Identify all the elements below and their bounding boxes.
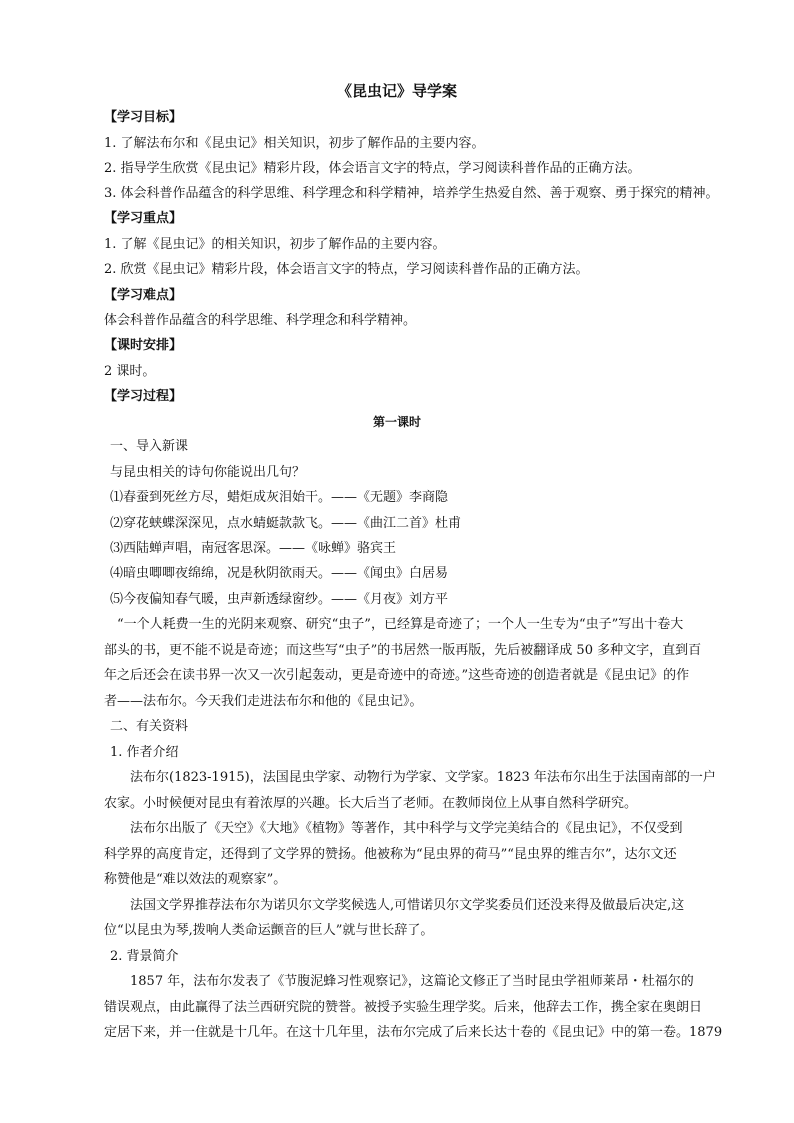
- text-line: 1. 作者介绍: [110, 745, 179, 760]
- text-line: 【学习过程】: [104, 389, 183, 404]
- page-title: 《昆虫记》导学案: [336, 82, 457, 100]
- text-line: 【课时安排】: [104, 338, 183, 353]
- text-line: 法布尔出版了《天空》《大地》《植物》等著作，其中科学与文学完美结合的《昆虫记》，不仅受到: [130, 821, 683, 836]
- text-line: 2. 欣赏《昆虫记》精彩片段，体会语言文字的特点，学习阅读科普作品的正确方法。: [104, 262, 589, 277]
- text-line: ⑷暗虫唧唧夜绵绵，况是秋阴欲雨天。——《闻虫》白居易: [110, 566, 449, 581]
- text-line: ⑵穿花蛱蝶深深见，点水蜻蜓款款飞。——《曲江二首》杜甫: [110, 516, 462, 531]
- text-line: 与昆虫相关的诗句你能说出几句？: [110, 465, 306, 480]
- text-line: 2. 背景简介: [110, 949, 179, 964]
- text-line: 2. 指导学生欣赏《昆虫记》精彩片段，体会语言文字的特点，学习阅读科普作品的正确方法。: [104, 161, 641, 176]
- text-line: ⑴春蚕到死丝方尽，蜡炬成灰泪始干。——《无题》李商隐: [110, 490, 449, 505]
- text-line: 位“以昆虫为琴,拨响人类命运颤音的巨人”就与世长辞了。: [104, 923, 434, 938]
- text-line: 定居下来，并一住就是十几年。在这十几年里，法布尔完成了后来长达十卷的《昆虫记》中的第一卷。1879: [104, 1025, 723, 1040]
- text-line: 【学习目标】: [104, 110, 183, 125]
- text-line: 3. 体会科普作品蕴含的科学思维、科学理念和科学精神，培养学生热爱自然、善于观察、勇于探究的精神。: [104, 186, 719, 201]
- text-line: 体会科普作品蕴含的科学思维、科学理念和科学精神。: [104, 313, 417, 328]
- text-line: 法国文学界推荐法布尔为诺贝尔文学奖候选人,可惜诺贝尔文学奖委员们还没来得及做最后决定,这: [130, 898, 685, 913]
- text-line: 法布尔(1823-1915)，法国昆虫学家、动物行为学家、文学家。1823 年法布尔出生于法国南部的一户: [130, 770, 716, 785]
- text-line: 错误观点，由此赢得了法兰西研究院的赞誉。被授予实验生理学奖。后来，他辞去工作，携全家在奥朗日: [104, 1000, 703, 1015]
- text-line: 第一课时: [372, 415, 421, 429]
- text-line: 科学界的高度肯定，还得到了文学界的赞扬。他被称为“昆虫界的荷马”“昆虫界的维吉尔”，达尔文还: [104, 847, 677, 862]
- text-line: 【学习难点】: [104, 288, 183, 303]
- text-line: 农家。小时候便对昆虫有着浓厚的兴趣。长大后当了老师。在教师岗位上从事自然科学研究。: [104, 796, 638, 811]
- text-line: ⑸今夜偏知春气暖，虫声新透绿窗纱。——《月夜》刘方平: [110, 592, 449, 607]
- text-line: 一、导入新课: [110, 439, 189, 454]
- text-line: ⑶西陆蝉声唱，南冠客思深。——《咏蝉》骆宾王: [110, 541, 397, 556]
- text-line: 1. 了解法布尔和《昆虫记》相关知识，初步了解作品的主要内容。: [104, 136, 485, 151]
- text-line: 2 课时。: [104, 364, 156, 379]
- text-line: 者——法布尔。今天我们走进法布尔和他的《昆虫记》。: [104, 694, 423, 709]
- text-line: 部头的书，更不能不说是奇迹；而这些写“虫子”的书居然一版再版，先后被翻译成 50 多种文字，直到百: [104, 643, 702, 658]
- text-line: “一个人耗费一生的光阴来观察、研究“虫子”，已经算是奇迹了；一个人一生专为“虫子”写出十卷大: [117, 617, 684, 632]
- text-line: 1857 年，法布尔发表了《节腹泥蜂习性观察记》，这篇论文修正了当时昆虫学祖师莱昂・杜福尔的: [130, 974, 694, 989]
- text-line: 二、有关资料: [110, 719, 189, 734]
- text-line: 称赞他是“难以效法的观察家”。: [104, 872, 287, 887]
- text-line: 1. 了解《昆虫记》的相关知识，初步了解作品的主要内容。: [104, 237, 446, 252]
- text-line: 年之后还会在读书界一次又一次引起轰动，更是奇迹中的奇迹。”这些奇迹的创造者就是《昆虫记》的作: [104, 668, 690, 683]
- text-line: 【学习重点】: [104, 211, 183, 226]
